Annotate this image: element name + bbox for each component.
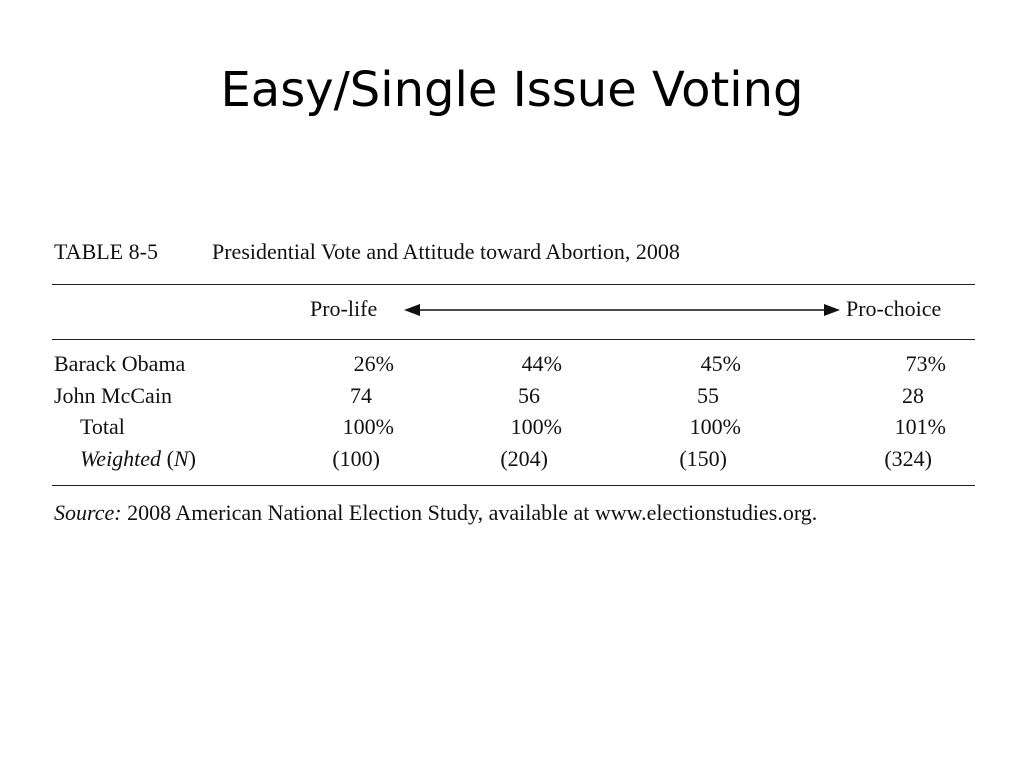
table-cell: 56: [518, 383, 540, 408]
table-cell: (204): [500, 446, 548, 471]
table-cell: 55: [697, 383, 719, 408]
top-rule: [52, 284, 975, 285]
row-label-mccain: John McCain: [54, 383, 172, 408]
table-source-note: [54, 500, 817, 526]
paren-open: (: [166, 446, 174, 471]
row-label-obama: Barack Obama: [54, 351, 186, 376]
table-heading: [54, 239, 680, 265]
table-cell: 100%: [510, 414, 562, 439]
table-cell: 26%: [353, 351, 394, 376]
table-cell: 74: [350, 383, 372, 408]
table-cell: 100%: [689, 414, 741, 439]
header-rule: [52, 339, 975, 340]
table-number: TABLE 8-5: [54, 239, 158, 264]
n-label: N: [173, 446, 189, 471]
row-label-total: Total: [80, 414, 125, 439]
table-cell: 44%: [521, 351, 562, 376]
table-cell: (150): [679, 446, 727, 471]
table-cell: 45%: [700, 351, 741, 376]
table-cell: 28: [902, 383, 924, 408]
scale-right-label: Pro-choice: [846, 296, 942, 321]
weighted-label: Weighted: [80, 446, 162, 471]
bottom-rule: [52, 485, 975, 486]
paren-close: ): [188, 446, 196, 471]
table-cell: (100): [332, 446, 380, 471]
table-cell: (324): [884, 446, 932, 471]
table-cell: 100%: [342, 414, 394, 439]
double-arrow-icon: [404, 302, 840, 318]
row-label-weighted-n: [80, 446, 196, 472]
source-text: 2008 American National Election Study, available at www.electionstudies.org.: [127, 500, 818, 525]
source-label: Source:: [54, 500, 122, 525]
table-cell: 101%: [894, 414, 946, 439]
table-cell: 73%: [905, 351, 946, 376]
table-caption: Presidential Vote and Attitude toward Abortion, 2008: [212, 239, 680, 264]
slide-title: Easy/Single Issue Voting: [220, 62, 804, 118]
scale-left-label: Pro-life: [310, 296, 378, 321]
